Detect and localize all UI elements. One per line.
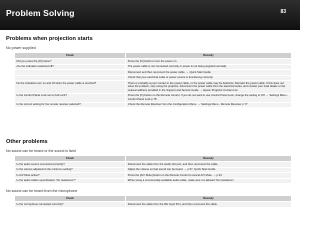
- remedy-cell: The power cable is not connected correctly or power is not being supplied normally.: [125, 64, 291, 70]
- check-cell: Is the Control Panel Lock set to Full Lock?: [15, 93, 126, 102]
- remedy-cell: Press the [O] button to turn the power on.: [125, 59, 291, 65]
- check-cell: Are the indicators switched off?: [15, 64, 126, 70]
- remedy-cell: Press the [O] button on the Remote Control. If you do not want to use Control Panel Lock, change the setting to Off. → Settings Menu - Control Panel Lock p.78: [125, 93, 291, 102]
- subheading-no-mic-sound: No sound can be heard from the microphone: [6, 189, 78, 193]
- remedy-cell: When using a commercially available audio cable, make sure it is labeled "No resistance".: [125, 178, 291, 184]
- subheading-no-power: No power supplied: [6, 46, 36, 50]
- column-header-remedy: Remedy: [125, 196, 291, 202]
- check-cell: Do the indicators turn on and off when the power cable is touched?: [15, 81, 126, 93]
- table-no-power: [14, 52, 292, 108]
- remedy-cell: There is probably a poor contact in the power cable, or the power cable may be defective. Reinsert the power cable. If this does not solve the problem, stop using the projector, disconnect the power cable from the electrical outlet, and contact your local dealer or the nearest address provided in the Support and Service Guide. → Epson Projector Contact List: [125, 81, 291, 93]
- check-cell: Did you press the [O] button?: [15, 59, 126, 65]
- section-heading-projection: Problems when projection starts: [6, 36, 93, 42]
- column-header-check: Check: [15, 196, 126, 202]
- remedy-cell: Check that your electrical outlet or power source is functioning correctly.: [125, 75, 291, 81]
- check-cell: Is A/V Mute active?: [15, 173, 126, 179]
- header-bar: [0, 0, 300, 30]
- section-heading-other: Other problems: [6, 139, 48, 145]
- remedy-cell: Disconnect the cable from the Mic Input Port, and then reconnect the cable.: [125, 202, 291, 208]
- remedy-cell: Disconnect the cable from the Audio Out port, and then reconnect the cable.: [125, 162, 291, 168]
- check-cell: Is the microphone connected correctly?: [15, 202, 126, 208]
- check-cell: Is the correct setting for the remote receiver selected?: [15, 102, 126, 108]
- check-cell: Is the audio source connected correctly?: [15, 162, 126, 168]
- page-number: 83: [280, 9, 286, 15]
- table-row: [15, 81, 292, 93]
- table-row: [15, 202, 292, 208]
- column-header-remedy: Remedy: [125, 53, 291, 59]
- table-row: [15, 178, 292, 184]
- table-row: [15, 102, 292, 108]
- check-cell: Is the volume adjusted to the minimum setting?: [15, 167, 126, 173]
- column-header-check: Check: [15, 156, 126, 162]
- column-header-remedy: Remedy: [125, 156, 291, 162]
- check-cell: Is the audio cable's specification "No resistance"?: [15, 178, 126, 184]
- remedy-cell: Press the [A/V Mute] button on the Remote Control to cancel A/V Mute. → p.34: [125, 173, 291, 179]
- table-row: [15, 93, 292, 102]
- subheading-no-sound: No sound can be heard or the sound is faint: [6, 149, 76, 153]
- table-no-sound: [14, 155, 292, 184]
- column-header-check: Check: [15, 53, 126, 59]
- remedy-cell: Disconnect and then reconnect the power cable. → Quick Start Guide: [125, 70, 291, 76]
- remedy-cell: Adjust the volume so that sound can be heard. → p.57, Quick Start Guide: [125, 167, 291, 173]
- table-no-mic-sound: [14, 195, 292, 208]
- remedy-cell: Check the Remote Receiver from the Configuration Menu. → Settings Menu - Remote Receiver p.77: [125, 102, 291, 108]
- page-title: Problem Solving: [6, 8, 75, 18]
